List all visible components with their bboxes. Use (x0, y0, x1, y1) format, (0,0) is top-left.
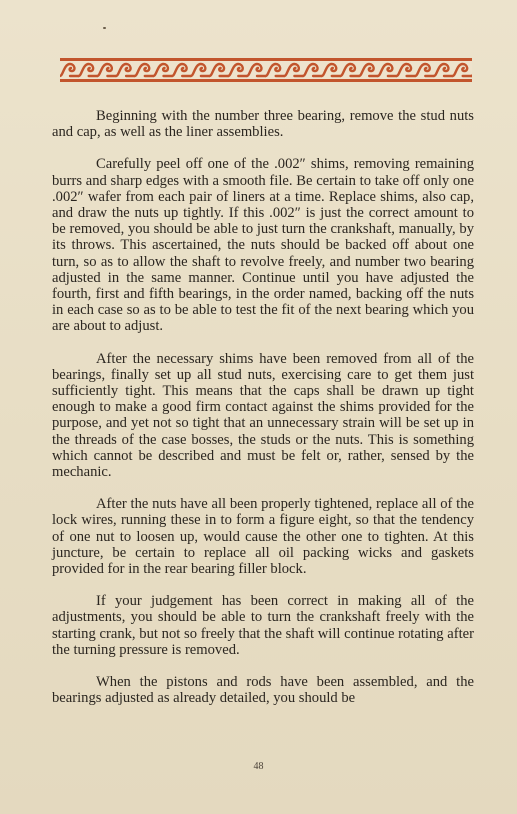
paper-speck (103, 27, 106, 29)
paragraph: Carefully peel off one of the .002″ shims, removing remaining burrs and sharp edges with a smooth file. Be certain to take off only one .002″ wafer from each pair of liners at a time. Replace shims, also cap, and draw the nuts up tightly. If this .002″ is just the correct amount to be removed, you should be able to just turn the crankshaft, manually, by its throws. This ascertained, the nuts should be backed off about one turn, so as to allow the shaft to revolve freely, and number two bearing adjusted in the same manner. Continue until you have adjusted the fourth, first and fifth bearings, in the order named, backing off the nuts in each case so as to be able to test the fit of the next bearing which you are about to adjust. (52, 156, 474, 335)
paragraph: When the pistons and rods have been assembled, and the bearings adjusted as already detailed, you should be (52, 674, 474, 707)
paragraph: After the nuts have all been properly tightened, replace all of the lock wires, running these in to form a figure eight, so that the tendency of one nut to loosen up, would cause the other one to tighten. At this juncture, be certain to replace all oil packing wicks and gaskets provided for in the rear bearing filler block. (52, 496, 474, 578)
wave-scroll-border (60, 58, 472, 82)
body-text (52, 108, 474, 723)
paragraph: After the necessary shims have been removed from all of the bearings, finally set up all stud nuts, exercising care to get them just sufficiently tight. This means that the caps shall be drawn up tight enough to make a good firm contact against the shims provided for the purpose, and yet not so tight that an unnecessary strain will be set up in the threads of the case bosses, the studs or the nuts. This is something which cannot be described and must be felt or, rather, sensed by the mechanic. (52, 350, 474, 481)
page-number: 48 (253, 761, 264, 772)
paragraph: If your judgement has been correct in making all of the adjustments, you should be able to turn the crankshaft freely with the starting crank, but not so freely that the shaft will continue rotating after the turning pressure is removed. (52, 593, 474, 658)
paragraph: Beginning with the number three bearing, remove the stud nuts and cap, as well as the liner assemblies. (52, 108, 474, 141)
